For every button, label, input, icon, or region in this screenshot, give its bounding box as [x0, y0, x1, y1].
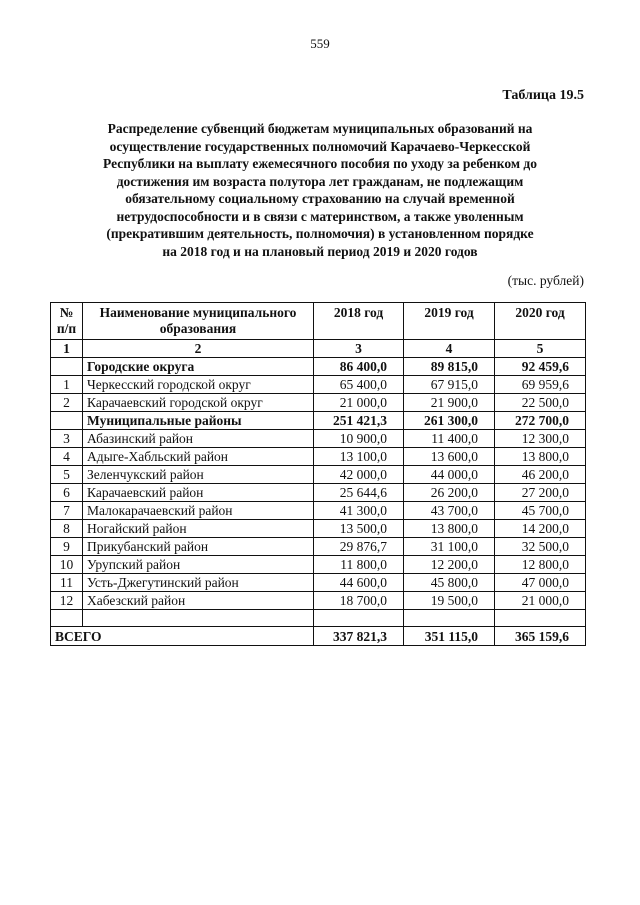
- row-2019: 31 100,0: [404, 538, 495, 556]
- group-2019: 89 815,0: [404, 358, 495, 376]
- table-row: [51, 592, 586, 610]
- header-2018: 2018 год: [314, 303, 404, 340]
- total-row: [51, 627, 586, 646]
- row-name: Зеленчукский район: [83, 466, 314, 484]
- group-2020: 92 459,6: [495, 358, 586, 376]
- page-number: 559: [310, 36, 330, 51]
- row-name: Хабезский район: [83, 592, 314, 610]
- row-num: 3: [51, 430, 83, 448]
- row-2020: 47 000,0: [495, 574, 586, 592]
- column-number: 3: [314, 340, 404, 358]
- row-2019: 43 700,0: [404, 502, 495, 520]
- title-line: осуществление государственных полномочий Карачаево-Черкесской: [109, 138, 531, 154]
- document-title: [70, 120, 570, 260]
- group-row: [51, 412, 586, 430]
- title-line: Республики на выплату ежемесячного пособия по уходу за ребенком до: [103, 156, 537, 171]
- table-row: [51, 430, 586, 448]
- table-row: [51, 520, 586, 538]
- row-num: 11: [51, 574, 83, 592]
- row-name: Малокарачаевский район: [83, 502, 314, 520]
- row-num: 7: [51, 502, 83, 520]
- total-2020: 365 159,6: [495, 627, 586, 646]
- row-2020: 12 800,0: [495, 556, 586, 574]
- row-2020: 12 300,0: [495, 430, 586, 448]
- table-label: Таблица 19.5: [502, 88, 584, 103]
- row-name: Прикубанский район: [83, 538, 314, 556]
- title-line: на 2018 год и на плановый период 2019 и 2020 годов: [162, 243, 478, 259]
- row-name: Карачаевский район: [83, 484, 314, 502]
- row-2018: 25 644,6: [314, 484, 404, 502]
- row-2020: 22 500,0: [495, 394, 586, 412]
- header-num: № п/п: [51, 303, 83, 340]
- row-name: Усть-Джегутинский район: [83, 574, 314, 592]
- row-2020: 21 000,0: [495, 592, 586, 610]
- row-2018: 44 600,0: [314, 574, 404, 592]
- group-num-cell: [51, 358, 83, 376]
- row-2018: 21 000,0: [314, 394, 404, 412]
- row-num: 4: [51, 448, 83, 466]
- group-2018: 86 400,0: [314, 358, 404, 376]
- row-2019: 44 000,0: [404, 466, 495, 484]
- row-2018: 10 900,0: [314, 430, 404, 448]
- row-name: Ногайский район: [83, 520, 314, 538]
- column-number-row: [51, 340, 586, 358]
- row-2018: 41 300,0: [314, 502, 404, 520]
- row-2019: 45 800,0: [404, 574, 495, 592]
- row-num: 1: [51, 376, 83, 394]
- table-row: [51, 376, 586, 394]
- row-num: 12: [51, 592, 83, 610]
- group-2018: 251 421,3: [314, 412, 404, 430]
- row-2019: 26 200,0: [404, 484, 495, 502]
- blank-row: [51, 610, 586, 627]
- column-number: 1: [51, 340, 83, 358]
- row-num: 5: [51, 466, 83, 484]
- row-2018: 65 400,0: [314, 376, 404, 394]
- table-row: [51, 538, 586, 556]
- header-name: Наименование муниципального образования: [83, 303, 314, 340]
- row-2020: 14 200,0: [495, 520, 586, 538]
- table-row: [51, 466, 586, 484]
- table-row: [51, 484, 586, 502]
- row-name: Черкесский городской округ: [83, 376, 314, 394]
- row-2020: 69 959,6: [495, 376, 586, 394]
- title-line: нетрудоспособности и в связи с материнством, а также уволенным: [116, 208, 524, 224]
- row-2020: 13 800,0: [495, 448, 586, 466]
- total-2018: 337 821,3: [314, 627, 404, 646]
- row-2018: 29 876,7: [314, 538, 404, 556]
- row-2019: 67 915,0: [404, 376, 495, 394]
- title-line: достижения им возраста полутора лет гражданам, не подлежащим: [116, 173, 524, 189]
- total-label: ВСЕГО: [51, 627, 314, 646]
- group-num-cell: [51, 412, 83, 430]
- row-2019: 19 500,0: [404, 592, 495, 610]
- group-2019: 261 300,0: [404, 412, 495, 430]
- table-header-row: [51, 303, 586, 340]
- row-2019: 13 800,0: [404, 520, 495, 538]
- total-2019: 351 115,0: [404, 627, 495, 646]
- row-name: Урупский район: [83, 556, 314, 574]
- column-number: 2: [83, 340, 314, 358]
- row-num: 9: [51, 538, 83, 556]
- row-name: Абазинский район: [83, 430, 314, 448]
- blank-cell: [314, 610, 404, 627]
- row-2018: 13 100,0: [314, 448, 404, 466]
- row-name: Карачаевский городской округ: [83, 394, 314, 412]
- row-2020: 46 200,0: [495, 466, 586, 484]
- row-2020: 27 200,0: [495, 484, 586, 502]
- row-2018: 18 700,0: [314, 592, 404, 610]
- row-name: Адыге-Хабльский район: [83, 448, 314, 466]
- title-line: Распределение субвенций бюджетам муниципальных образований на: [107, 121, 533, 136]
- column-number: 5: [495, 340, 586, 358]
- table-row: [51, 574, 586, 592]
- group-label: Муниципальные районы: [83, 412, 314, 430]
- table-row: [51, 394, 586, 412]
- column-number: 4: [404, 340, 495, 358]
- row-num: 6: [51, 484, 83, 502]
- blank-cell: [495, 610, 586, 627]
- units-label: (тыс. рублей): [507, 273, 584, 288]
- header-2019: 2019 год: [404, 303, 495, 340]
- row-num: 10: [51, 556, 83, 574]
- subsidy-table: [50, 302, 586, 646]
- header-2020: 2020 год: [495, 303, 586, 340]
- table-row: [51, 448, 586, 466]
- group-row: [51, 358, 586, 376]
- group-2020: 272 700,0: [495, 412, 586, 430]
- row-2019: 12 200,0: [404, 556, 495, 574]
- row-2018: 42 000,0: [314, 466, 404, 484]
- row-2018: 13 500,0: [314, 520, 404, 538]
- table-row: [51, 556, 586, 574]
- title-line: (прекратившим деятельность, полномочия) в установленном порядке: [106, 226, 534, 241]
- blank-cell: [404, 610, 495, 627]
- row-2020: 45 700,0: [495, 502, 586, 520]
- group-label: Городские округа: [83, 358, 314, 376]
- row-2019: 13 600,0: [404, 448, 495, 466]
- title-line: обязательному социальному страхованию на случай временной: [125, 191, 515, 206]
- row-2019: 11 400,0: [404, 430, 495, 448]
- row-2018: 11 800,0: [314, 556, 404, 574]
- row-num: 8: [51, 520, 83, 538]
- blank-cell: [83, 610, 314, 627]
- row-2019: 21 900,0: [404, 394, 495, 412]
- table-row: [51, 502, 586, 520]
- row-2020: 32 500,0: [495, 538, 586, 556]
- blank-cell: [51, 610, 83, 627]
- row-num: 2: [51, 394, 83, 412]
